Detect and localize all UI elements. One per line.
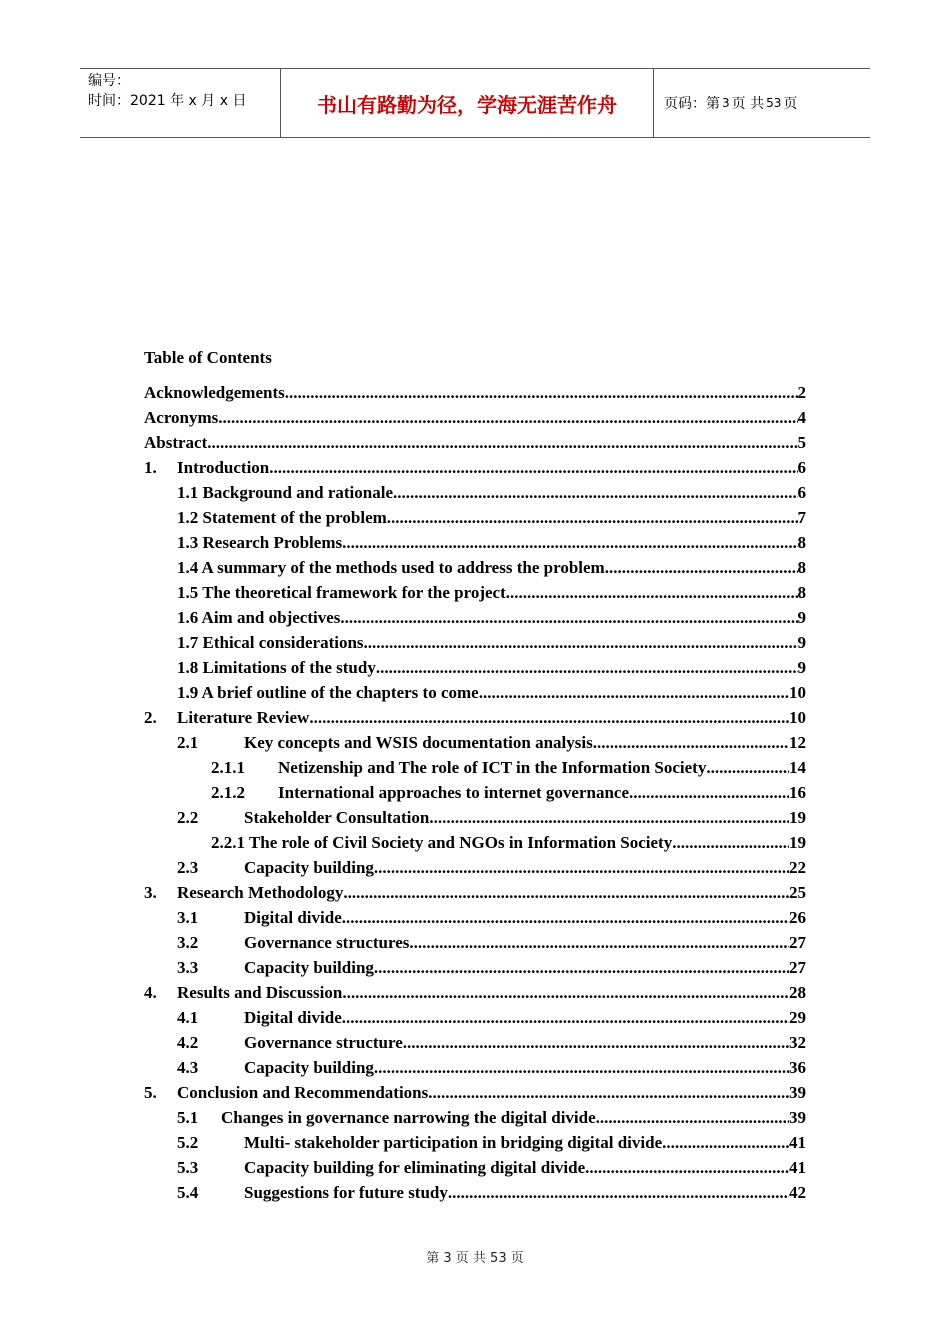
toc-entry-2-1-2[interactable] (144, 783, 806, 808)
toc-entry-number: 4. (144, 983, 157, 1002)
toc-title: Table of Contents (144, 348, 272, 367)
header-page-info (654, 69, 870, 137)
toc-entry-page: 9 (797, 633, 806, 652)
toc-entry-text: Literature Review (177, 708, 310, 727)
toc-entry-introduction[interactable] (144, 458, 806, 483)
toc-entry-1-8[interactable] (144, 658, 806, 683)
toc-entry-3-3[interactable] (144, 958, 806, 983)
table-of-contents (144, 383, 806, 1208)
toc-entry-text: Netizenship and The role of ICT in the Information Society (278, 758, 707, 777)
toc-entry-text: Conclusion and Recommendations (177, 1083, 429, 1102)
toc-entry-page: 25 (789, 883, 806, 902)
toc-entry-abstract[interactable] (144, 433, 806, 458)
toc-entry-page: 39 (789, 1083, 806, 1102)
toc-entry-page: 6 (797, 483, 806, 502)
toc-entry-text: 1.7 Ethical considerations (177, 633, 364, 652)
toc-entry-conclusion[interactable] (144, 1083, 806, 1108)
toc-entry-text: 1.1 Background and rationale (177, 483, 394, 502)
toc-entry-3-2[interactable] (144, 933, 806, 958)
page-header (80, 68, 870, 138)
toc-entry-4-2[interactable] (144, 1033, 806, 1058)
toc-entry-page: 22 (789, 858, 806, 877)
toc-entry-page: 27 (789, 958, 806, 977)
toc-entry-number: 5.2 (177, 1133, 199, 1152)
toc-entry-1-3[interactable] (144, 533, 806, 558)
toc-entry-page: 41 (789, 1133, 806, 1152)
toc-entry-number: 4.2 (177, 1033, 199, 1052)
toc-entry-page: 10 (789, 683, 806, 702)
toc-entry-results-discussion[interactable] (144, 983, 806, 1008)
toc-entry-1-1[interactable] (144, 483, 806, 508)
toc-entry-text: 1.8 Limitations of the study (177, 658, 376, 677)
toc-entry-text: Results and Discussion (177, 983, 343, 1002)
toc-entry-page: 42 (789, 1183, 806, 1202)
toc-entry-number: 2.1 (177, 733, 199, 752)
toc-entry-number: 2.1.1 (211, 758, 245, 777)
toc-entry-text: 1.5 The theoretical framework for the project (177, 583, 506, 602)
toc-entry-page: 36 (789, 1058, 806, 1077)
toc-entry-number: 3.3 (177, 958, 199, 977)
toc-entry-page: 28 (789, 983, 806, 1002)
toc-entry-page: 19 (789, 808, 806, 827)
toc-entry-page: 14 (789, 758, 806, 777)
toc-entry-number: 2.3 (177, 858, 199, 877)
toc-entry-4-3[interactable] (144, 1058, 806, 1083)
toc-entry-page: 5 (797, 433, 806, 452)
toc-entry-acknowledgements[interactable] (144, 383, 806, 408)
toc-entry-text: 1.4 A summary of the methods used to address the problem (177, 558, 605, 577)
toc-entry-number: 3. (144, 883, 157, 902)
toc-entry-text: 1.6 Aim and objectives (177, 608, 341, 627)
toc-entry-text: Capacity building (244, 1058, 374, 1077)
toc-entry-text: Governance structures (244, 933, 410, 952)
toc-entry-page: 41 (789, 1158, 806, 1177)
toc-entry-page: 16 (789, 783, 806, 802)
toc-entry-number: 3.2 (177, 933, 199, 952)
header-meta (80, 69, 281, 137)
toc-entry-page: 29 (789, 1008, 806, 1027)
toc-entry-text: Introduction (177, 458, 270, 477)
toc-entry-page: 6 (797, 458, 806, 477)
toc-entry-5-2[interactable] (144, 1133, 806, 1158)
toc-entry-number: 5. (144, 1083, 157, 1102)
toc-entry-text: Governance structure (244, 1033, 403, 1052)
toc-entry-1-6[interactable] (144, 608, 806, 633)
toc-entry-text: Changes in governance narrowing the digital divide (221, 1108, 596, 1127)
toc-entry-page: 9 (797, 658, 806, 677)
toc-entry-text: 1.3 Research Problems (177, 533, 343, 552)
toc-entry-acronyms[interactable] (144, 408, 806, 433)
toc-entry-page: 8 (797, 533, 806, 552)
toc-entry-text: Research Methodology (177, 883, 344, 902)
toc-entry-number: 5.3 (177, 1158, 199, 1177)
toc-entry-number: 4.3 (177, 1058, 199, 1077)
header-motto: 书山有路勤为径，学海无涯苦作舟 (281, 69, 654, 137)
number-label: 编号： (88, 73, 130, 89)
toc-entry-text: Digital divide (244, 1008, 342, 1027)
toc-entry-3-1[interactable] (144, 908, 806, 933)
toc-entry-number: 1. (144, 458, 157, 477)
toc-entry-text: Suggestions for future study (244, 1183, 448, 1202)
toc-entry-text: 1.9 A brief outline of the chapters to come (177, 683, 479, 702)
toc-entry-page: 19 (789, 833, 806, 852)
toc-entry-1-9[interactable] (144, 683, 806, 708)
toc-entry-page: 9 (797, 608, 806, 627)
toc-entry-5-1[interactable] (144, 1108, 806, 1133)
toc-entry-page: 7 (797, 508, 806, 527)
toc-entry-2-2[interactable] (144, 808, 806, 833)
toc-entry-page: 32 (789, 1033, 806, 1052)
toc-entry-number: 3.1 (177, 908, 199, 927)
toc-entry-text: Key concepts and WSIS documentation analysis (244, 733, 593, 752)
toc-entry-2-1-1[interactable] (144, 758, 806, 783)
toc-entry-2-3[interactable] (144, 858, 806, 883)
toc-entry-page: 8 (797, 583, 806, 602)
toc-entry-page: 26 (789, 908, 806, 927)
page-total: 53 (766, 96, 782, 110)
toc-entry-text: Acronyms (144, 408, 219, 427)
toc-entry-number: 5.1 (177, 1108, 199, 1127)
toc-entry-page: 39 (789, 1108, 806, 1127)
date-label: 时间：2021 年 x 月 x 日 (88, 93, 247, 109)
page-number: 3 (722, 96, 730, 110)
toc-entry-page: 27 (789, 933, 806, 952)
toc-entry-text: Capacity building (244, 958, 374, 977)
toc-entry-2-1[interactable] (144, 733, 806, 758)
toc-entry-text: Stakeholder Consultation (244, 808, 430, 827)
toc-entry-research-methodology[interactable] (144, 883, 806, 908)
toc-entry-text: Acknowledgements (144, 383, 285, 402)
toc-entry-text: Capacity building (244, 858, 374, 877)
toc-entry-1-2[interactable] (144, 508, 806, 533)
toc-entry-page: 8 (797, 558, 806, 577)
toc-entry-text: Capacity building for eliminating digital divide (244, 1158, 586, 1177)
toc-entry-text: Digital divide (244, 908, 342, 927)
toc-entry-text: 2.2.1 The role of Civil Society and NGOs in Information Society (211, 833, 673, 852)
toc-entry-page: 2 (797, 383, 806, 402)
toc-entry-2-2-1[interactable] (144, 833, 806, 858)
toc-entry-1-4[interactable] (144, 558, 806, 583)
toc-entry-1-5[interactable] (144, 583, 806, 608)
toc-entry-1-7[interactable] (144, 633, 806, 658)
toc-entry-number: 2. (144, 708, 157, 727)
page-footer: 第 3 页 共 53 页 (426, 1251, 524, 1266)
toc-entry-text: Multi- stakeholder participation in bridging digital divide (244, 1133, 663, 1152)
toc-entry-text: Abstract (144, 433, 208, 452)
toc-entry-page: 10 (789, 708, 806, 727)
toc-entry-5-3[interactable] (144, 1158, 806, 1183)
toc-entry-text: 1.2 Statement of the problem (177, 508, 387, 527)
toc-entry-page: 4 (797, 408, 806, 427)
toc-entry-number: 2.1.2 (211, 783, 245, 802)
toc-entry-number: 5.4 (177, 1183, 199, 1202)
toc-entry-number: 4.1 (177, 1008, 199, 1027)
toc-entry-literature-review[interactable] (144, 708, 806, 733)
toc-entry-4-1[interactable] (144, 1008, 806, 1033)
toc-entry-text: International approaches to internet governance (278, 783, 629, 802)
toc-entry-5-4[interactable] (144, 1183, 806, 1208)
page-suffix: 页 (783, 96, 798, 112)
page-mid: 页 共 (731, 96, 765, 112)
toc-entry-page: 12 (789, 733, 806, 752)
toc-entry-number: 2.2 (177, 808, 199, 827)
page-prefix: 页码：第 (664, 96, 720, 112)
